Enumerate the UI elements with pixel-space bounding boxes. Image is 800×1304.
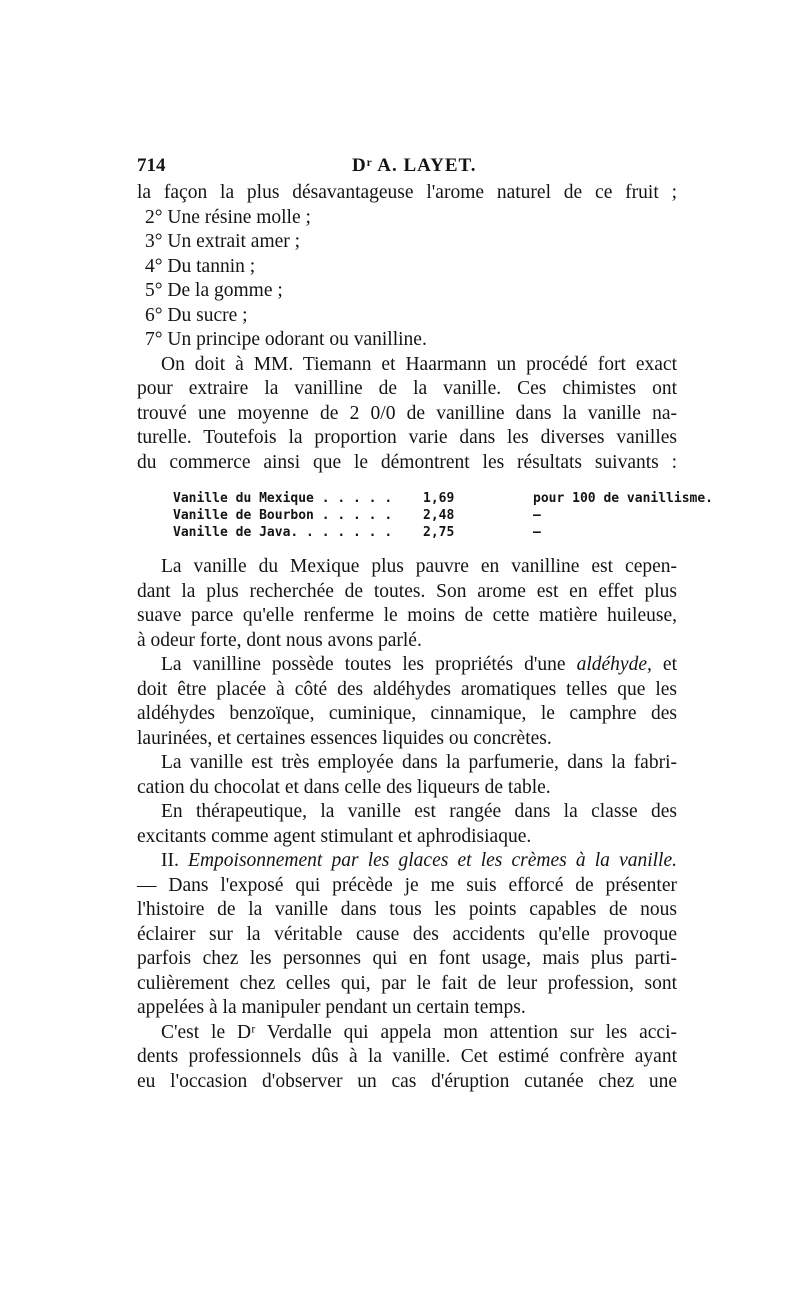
table-cell-value: 2,48 [423,508,455,523]
text-line: turelle. Toutefois la proportion varie dans les diverses vanilles [137,427,677,448]
text-line: excitants comme agent stimulant et aphrodisiaque. [137,825,532,847]
text-line: culièrement chez celles qui, par le fait de leur profession, sont [137,972,677,994]
text-line: dents professionnels dûs à la vanille. Cet estimé confrère ayant [137,1046,677,1067]
text-line: à odeur forte, dont nous avons parlé. [137,629,422,651]
text-line: la façon la plus désavantageuse l'arome naturel de ce fruit ; [137,182,677,203]
text-line: trouvé une moyenne de 2 0/0 de vanilline dans la vanille na- [137,402,677,424]
list-item: 2° Une résine molle ; [145,206,311,228]
italic-term: aldéhyde, [576,654,652,675]
list-item: 6° Du sucre ; [145,304,248,326]
text-line: On doit à MM. Tiemann et Haarmann un procédé fort exact [161,353,677,375]
text-segment: La vanilline possède toutes les propriétés d'une [161,654,566,675]
body-text-bottom [137,555,677,1094]
body-text-top [137,181,677,475]
text-line: laurinées, et certaines essences liquides ou concrètes. [137,727,552,749]
text-line: cation du chocolat et dans celle des liqueurs de table. [137,776,551,798]
list-item: 5° De la gomme ; [145,280,283,301]
table-row [173,490,714,507]
table-row [173,524,673,541]
list-item: 7° Un principe odorant ou vanilline. [145,329,427,350]
list-item: 3° Un extrait amer ; [145,231,301,252]
text-line: C'est le Dʳ Verdalle qui appela mon attention sur les acci- [161,1021,677,1043]
text-line: La vanille est très employée dans la parfumerie, dans la fabri- [161,752,677,773]
vanillin-table [173,490,714,541]
table-row [173,507,673,524]
text-segment: et [662,654,677,675]
text-line: En thérapeutique, la vanille est rangée dans la classe des [161,801,677,822]
text-line: — Dans l'exposé qui précède je me suis efforcé de présenter [137,874,677,896]
text-line: parfois chez les personnes qui en font usage, mais plus parti- [137,948,677,969]
text-line: doit être placée à côté des aldéhydes aromatiques telles que les [137,678,677,700]
text-line: dant la plus recherchée de toutes. Son arome est en effet plus [137,580,677,602]
text-line: éclairer sur la véritable cause des accidents qu'elle provoque [137,923,677,945]
table-cell-unit: — [533,508,541,523]
table-cell-unit: — [533,525,541,540]
table-cell-unit: pour 100 de vanillisme. [533,491,714,506]
section-title: Empoisonnement par les glaces et les crèmes à la vanille. [188,850,678,871]
text-line: aldéhydes benzoïque, cuminique, cinnamique, le camphre des [137,703,677,724]
table-cell-value: 2,75 [423,525,455,540]
text-line: pour extraire la vanilline de la vanille. Ces chimistes ont [137,378,677,399]
text-line: l'histoire de la vanille dans tous les points capables de nous [137,899,677,920]
text-line: appelées à la manipuler pendant un certain temps. [137,997,526,1018]
list-item: 4° Du tannin ; [145,255,256,277]
page-number: 714 [137,155,166,176]
table-cell-name: Vanille de Java. . . . . . . [173,525,393,540]
page-header [137,155,677,181]
text-line: eu l'occasion d'observer un cas d'éruption cutanée chez une [137,1070,677,1092]
table-cell-name: Vanille de Bourbon . . . . . [173,508,393,523]
section-number: II. [161,850,179,871]
text-line: du commerce ainsi que le démontrent les résultats suivants : [137,451,677,473]
table-cell-value: 1,69 [423,491,455,506]
running-title: Dʳ A. LAYET. [352,155,477,176]
text-line: La vanille du Mexique plus pauvre en vanilline est cepen- [161,556,677,577]
text-line [137,653,677,678]
table-cell-name: Vanille du Mexique . . . . . [173,491,393,506]
section-heading-line [137,849,677,874]
text-line: suave parce qu'elle renferme le moins de cette matière huileuse, [137,605,677,626]
